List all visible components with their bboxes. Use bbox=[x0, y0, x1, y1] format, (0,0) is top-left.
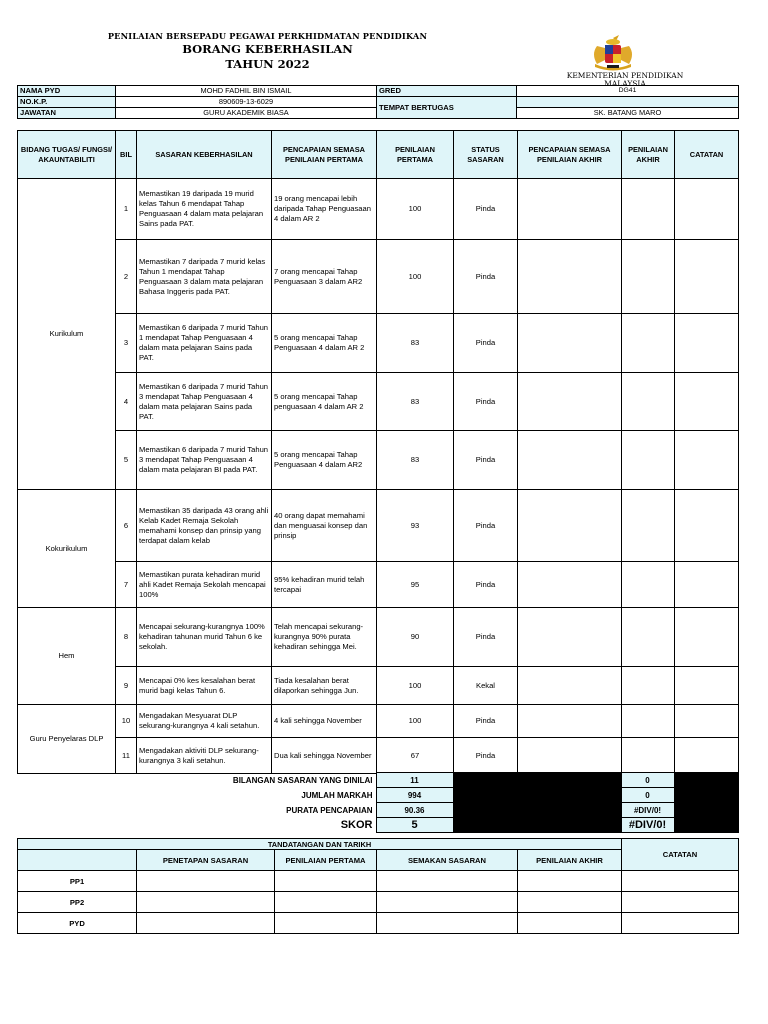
malaysia-coat-of-arms-icon bbox=[583, 32, 643, 74]
black-fill bbox=[674, 818, 738, 833]
row-sasaran[interactable]: Memastikan 6 daripada 7 murid Tahun 3 mendapat Tahap Penguasaan 4 dalam mata pelajaran Sains pada PAT. bbox=[137, 373, 272, 431]
sign-cell[interactable] bbox=[275, 913, 377, 934]
row-pencapaian[interactable]: 7 orang mencapai Tahap Penguasaan 3 dalam AR2 bbox=[272, 240, 377, 314]
row-status[interactable]: Pinda bbox=[454, 373, 518, 431]
nokp-label: NO.K.P. bbox=[18, 97, 116, 108]
black-fill bbox=[453, 773, 621, 788]
col-bidang: BIDANG TUGAS/ FUNGSI/ AKAUNTABILITI bbox=[18, 131, 116, 179]
row-sasaran[interactable]: Mengadakan Mesyuarat DLP sekurang-kurangnya 4 kali setahun. bbox=[137, 705, 272, 738]
row-catatan[interactable] bbox=[675, 608, 739, 667]
totals-table bbox=[17, 772, 739, 833]
col-semakan-sasaran: SEMAKAN SASARAN bbox=[377, 850, 518, 871]
row-bil: 2 bbox=[116, 240, 137, 314]
table-row bbox=[18, 240, 739, 314]
row-penilaian[interactable]: 100 bbox=[377, 667, 454, 705]
row-catatan[interactable] bbox=[675, 373, 739, 431]
col-penilaian-akhir: PENILAIAN AKHIR bbox=[622, 131, 675, 179]
table-row bbox=[18, 705, 739, 738]
keberhasilan-table bbox=[17, 130, 739, 774]
black-fill bbox=[453, 818, 621, 833]
row-penilaian[interactable]: 100 bbox=[377, 179, 454, 240]
row-status[interactable]: Kekal bbox=[454, 667, 518, 705]
purata-akhir: #DIV/0! bbox=[621, 803, 674, 818]
row-penilaian[interactable]: 67 bbox=[377, 738, 454, 774]
row-pencapaian[interactable]: 5 orang mencapai Tahap penguasaan 4 dalam AR 2 bbox=[272, 373, 377, 431]
row-bil: 8 bbox=[116, 608, 137, 667]
table-row bbox=[18, 490, 739, 562]
row-penilaian-akhir[interactable] bbox=[622, 373, 675, 431]
row-sasaran[interactable]: Mengadakan aktiviti DLP sekurang-kurangnya 3 kali setahun. bbox=[137, 738, 272, 774]
signature-corner bbox=[18, 850, 137, 871]
row-catatan[interactable] bbox=[675, 314, 739, 373]
row-pencapaian[interactable]: 5 orang mencapai Tahap Penguasaan 4 dalam AR2 bbox=[272, 431, 377, 490]
signature-title: TANDATANGAN DAN TARIKH bbox=[18, 839, 622, 850]
sign-cell[interactable] bbox=[377, 871, 518, 892]
row-catatan[interactable] bbox=[675, 705, 739, 738]
table-row bbox=[18, 562, 739, 608]
sign-catatan-cell[interactable] bbox=[622, 913, 739, 934]
form-header bbox=[0, 0, 768, 88]
row-sasaran[interactable]: Memastikan 6 daripada 7 murid Tahun 1 mendapat Tahap Penguasaan 4 dalam mata pelajaran Sains pada PAT. bbox=[137, 314, 272, 373]
row-catatan[interactable] bbox=[675, 738, 739, 774]
col-pencapaian-pertama: PENCAPAIAN SEMASA PENILAIAN PERTAMA bbox=[272, 131, 377, 179]
row-status[interactable]: Pinda bbox=[454, 490, 518, 562]
sign-catatan-cell[interactable] bbox=[622, 871, 739, 892]
table-row bbox=[18, 431, 739, 490]
black-fill bbox=[674, 803, 738, 818]
row-catatan[interactable] bbox=[675, 667, 739, 705]
col-penilaian-akhir: PENILAIAN AKHIR bbox=[518, 850, 622, 871]
row-sasaran[interactable]: Mencapai 0% kes kesalahan berat murid bagi kelas Tahun 6. bbox=[137, 667, 272, 705]
row-pp1: PP1 bbox=[18, 871, 137, 892]
skor-label: SKOR bbox=[340, 819, 373, 831]
row-bil: 4 bbox=[116, 373, 137, 431]
pyd-info-table bbox=[17, 85, 739, 119]
row-penilaian[interactable]: 83 bbox=[377, 314, 454, 373]
jawatan-value[interactable]: GURU AKADEMIK BIASA bbox=[116, 108, 377, 119]
col-penilaian-pertama: PENILAIAN PERTAMA bbox=[377, 131, 454, 179]
row-pyd: PYD bbox=[18, 913, 137, 934]
row-catatan[interactable] bbox=[675, 562, 739, 608]
row-penilaian-akhir[interactable] bbox=[622, 179, 675, 240]
bidang-kurikulum: Kurikulum bbox=[18, 179, 116, 490]
form-year: TAHUN 2022 bbox=[225, 57, 310, 71]
col-catatan: CATATAN bbox=[675, 131, 739, 179]
tempat-blank bbox=[517, 97, 739, 108]
row-catatan[interactable] bbox=[675, 179, 739, 240]
row-pencapaian[interactable]: Telah mencapai sekurang-kurangnya 90% purata kehadiran sehingga Mei. bbox=[272, 608, 377, 667]
skor-akhir: #DIV/0! bbox=[621, 818, 674, 833]
table-row bbox=[18, 738, 739, 774]
row-pencapaian-akhir[interactable] bbox=[518, 490, 622, 562]
row-sasaran[interactable]: Memastikan 6 daripada 7 murid Tahun 3 mendapat Tahap Penguasaan 4 dalam mata pelajaran BI pada PAT. bbox=[137, 431, 272, 490]
bidang-hem: Hem bbox=[18, 608, 116, 705]
col-status: STATUS SASARAN bbox=[454, 131, 518, 179]
row-status[interactable]: Pinda bbox=[454, 179, 518, 240]
row-catatan[interactable] bbox=[675, 431, 739, 490]
row-penilaian-akhir[interactable] bbox=[622, 562, 675, 608]
row-pencapaian[interactable]: Dua kali sehingga November bbox=[272, 738, 377, 774]
black-fill bbox=[453, 788, 621, 803]
row-penilaian[interactable]: 95 bbox=[377, 562, 454, 608]
row-pencapaian-akhir[interactable] bbox=[518, 431, 622, 490]
row-penilaian-akhir[interactable] bbox=[622, 705, 675, 738]
row-bil: 7 bbox=[116, 562, 137, 608]
row-penilaian-akhir[interactable] bbox=[622, 667, 675, 705]
sign-cell[interactable] bbox=[377, 892, 518, 913]
sign-cell[interactable] bbox=[518, 871, 622, 892]
row-pp2: PP2 bbox=[18, 892, 137, 913]
row-pencapaian-akhir[interactable] bbox=[518, 314, 622, 373]
col-pencapaian-akhir: PENCAPAIAN SEMASA PENILAIAN AKHIR bbox=[518, 131, 622, 179]
table-row bbox=[18, 667, 739, 705]
row-penilaian-akhir[interactable] bbox=[622, 314, 675, 373]
table-row bbox=[18, 373, 739, 431]
nokp-value[interactable]: 890609-13-6029 bbox=[116, 97, 377, 108]
row-catatan[interactable] bbox=[675, 240, 739, 314]
row-catatan[interactable] bbox=[675, 490, 739, 562]
row-pencapaian-akhir[interactable] bbox=[518, 179, 622, 240]
purata-value: 90.36 bbox=[376, 803, 453, 818]
signature-catatan: CATATAN bbox=[622, 839, 739, 871]
row-status[interactable]: Pinda bbox=[454, 608, 518, 667]
jawatan-label: JAWATAN bbox=[18, 108, 116, 119]
nama-label: NAMA PYD bbox=[18, 86, 116, 97]
sign-cell[interactable] bbox=[137, 871, 275, 892]
row-pencapaian-akhir[interactable] bbox=[518, 240, 622, 314]
row-bil: 1 bbox=[116, 179, 137, 240]
jumlah-label: JUMLAH MARKAH bbox=[301, 790, 373, 800]
sign-cell[interactable] bbox=[518, 892, 622, 913]
row-penilaian-akhir[interactable] bbox=[622, 738, 675, 774]
row-pencapaian-akhir[interactable] bbox=[518, 608, 622, 667]
row-bil: 5 bbox=[116, 431, 137, 490]
form-title: BORANG KEBERHASILAN bbox=[182, 42, 353, 56]
row-pencapaian[interactable]: 19 orang mencapai lebih daripada Tahap Penguasaan 4 dalam AR 2 bbox=[272, 179, 377, 240]
row-bil: 9 bbox=[116, 667, 137, 705]
sign-cell[interactable] bbox=[518, 913, 622, 934]
row-bil: 3 bbox=[116, 314, 137, 373]
col-penilaian-pertama: PENILAIAN PERTAMA bbox=[275, 850, 377, 871]
row-bil: 10 bbox=[116, 705, 137, 738]
row-penilaian[interactable]: 100 bbox=[377, 240, 454, 314]
row-status[interactable]: Pinda bbox=[454, 314, 518, 373]
row-penilaian[interactable]: 83 bbox=[377, 373, 454, 431]
sign-cell[interactable] bbox=[137, 913, 275, 934]
nama-value[interactable]: MOHD FADHIL BIN ISMAIL bbox=[116, 86, 377, 97]
row-bil: 6 bbox=[116, 490, 137, 562]
bilangan-value: 11 bbox=[376, 773, 453, 788]
sign-cell[interactable] bbox=[275, 892, 377, 913]
row-penilaian[interactable]: 100 bbox=[377, 705, 454, 738]
row-bil: 11 bbox=[116, 738, 137, 774]
row-pencapaian-akhir[interactable] bbox=[518, 738, 622, 774]
sign-cell[interactable] bbox=[137, 892, 275, 913]
sign-catatan-cell[interactable] bbox=[622, 892, 739, 913]
ministry-name: KEMENTERIAN PENDIDIKAN MALAYSIA bbox=[566, 71, 684, 88]
skor-value: 5 bbox=[376, 818, 453, 833]
row-status[interactable]: Pinda bbox=[454, 705, 518, 738]
row-penilaian[interactable]: 93 bbox=[377, 490, 454, 562]
gred-label: GRED bbox=[377, 86, 517, 97]
row-sasaran[interactable]: Mencapai sekurang-kurangnya 100% kehadiran tahunan murid Tahun 6 ke sekolah. bbox=[137, 608, 272, 667]
row-status[interactable]: Pinda bbox=[454, 738, 518, 774]
sign-cell[interactable] bbox=[275, 871, 377, 892]
jumlah-akhir: 0 bbox=[621, 788, 674, 803]
bilangan-akhir: 0 bbox=[621, 773, 674, 788]
row-sasaran[interactable]: Memastikan 19 daripada 19 murid kelas Tahun 6 mendapat Tahap Penguasaan 4 dalam mata pelajaran Sains pada PAT. bbox=[137, 179, 272, 240]
row-pencapaian[interactable]: 40 orang dapat memahami dan menguasai konsep dan prinsip bbox=[272, 490, 377, 562]
jumlah-value: 994 bbox=[376, 788, 453, 803]
black-fill bbox=[674, 788, 738, 803]
purata-label: PURATA PENCAPAIAN bbox=[286, 805, 373, 815]
table-row bbox=[18, 179, 739, 240]
row-sasaran[interactable]: Memastikan 7 daripada 7 murid kelas Tahun 1 mendapat Tahap Penguasaan 3 dalam mata pelajaran Bahasa Inggeris pada PAT. bbox=[137, 240, 272, 314]
row-pencapaian[interactable]: 5 orang mencapai Tahap Penguasaan 4 dalam AR 2 bbox=[272, 314, 377, 373]
row-status[interactable]: Pinda bbox=[454, 431, 518, 490]
row-penilaian-akhir[interactable] bbox=[622, 431, 675, 490]
table-row bbox=[18, 314, 739, 373]
row-status[interactable]: Pinda bbox=[454, 240, 518, 314]
tempat-label: TEMPAT BERTUGAS bbox=[377, 97, 517, 119]
sign-cell[interactable] bbox=[377, 913, 518, 934]
row-pencapaian[interactable]: 4 kali sehingga November bbox=[272, 705, 377, 738]
col-sasaran: SASARAN KEBERHASILAN bbox=[137, 131, 272, 179]
row-penilaian[interactable]: 83 bbox=[377, 431, 454, 490]
row-penilaian[interactable]: 90 bbox=[377, 608, 454, 667]
gred-value[interactable]: DG41 bbox=[517, 86, 739, 97]
row-pencapaian-akhir[interactable] bbox=[518, 667, 622, 705]
row-sasaran[interactable]: Memastikan purata kehadiran murid ahli Kadet Remaja Sekolah mencapai 100% bbox=[137, 562, 272, 608]
row-penilaian-akhir[interactable] bbox=[622, 240, 675, 314]
row-pencapaian[interactable]: Tiada kesalahan berat dilaporkan sehingga Jun. bbox=[272, 667, 377, 705]
row-penilaian-akhir[interactable] bbox=[622, 608, 675, 667]
row-pencapaian-akhir[interactable] bbox=[518, 705, 622, 738]
table-row bbox=[18, 608, 739, 667]
header-line1: PENILAIAN BERSEPADU PEGAWAI PERKHIDMATAN PENDIDIKAN bbox=[107, 31, 428, 41]
black-fill bbox=[453, 803, 621, 818]
row-pencapaian-akhir[interactable] bbox=[518, 562, 622, 608]
bilangan-label: BILANGAN SASARAN YANG DINILAI bbox=[232, 775, 373, 785]
bidang-kokurikulum: Kokurikulum bbox=[18, 490, 116, 608]
row-penilaian-akhir[interactable] bbox=[622, 490, 675, 562]
row-pencapaian[interactable]: 95% kehadiran murid telah tercapai bbox=[272, 562, 377, 608]
col-bil: BIL bbox=[116, 131, 137, 179]
signature-table bbox=[17, 838, 739, 934]
table-header-row bbox=[18, 131, 739, 179]
bidang-dlp: Guru Penyelaras DLP bbox=[18, 705, 116, 774]
col-penetapan-sasaran: PENETAPAN SASARAN bbox=[137, 850, 275, 871]
row-sasaran[interactable]: Memastikan 35 daripada 43 orang ahli Kelab Kadet Remaja Sekolah memahami konsep dan prinsip yang terdapat dalam kelab bbox=[137, 490, 272, 562]
tempat-value[interactable]: SK. BATANG MARO bbox=[517, 108, 739, 119]
row-pencapaian-akhir[interactable] bbox=[518, 373, 622, 431]
row-status[interactable]: Pinda bbox=[454, 562, 518, 608]
black-fill bbox=[674, 773, 738, 788]
